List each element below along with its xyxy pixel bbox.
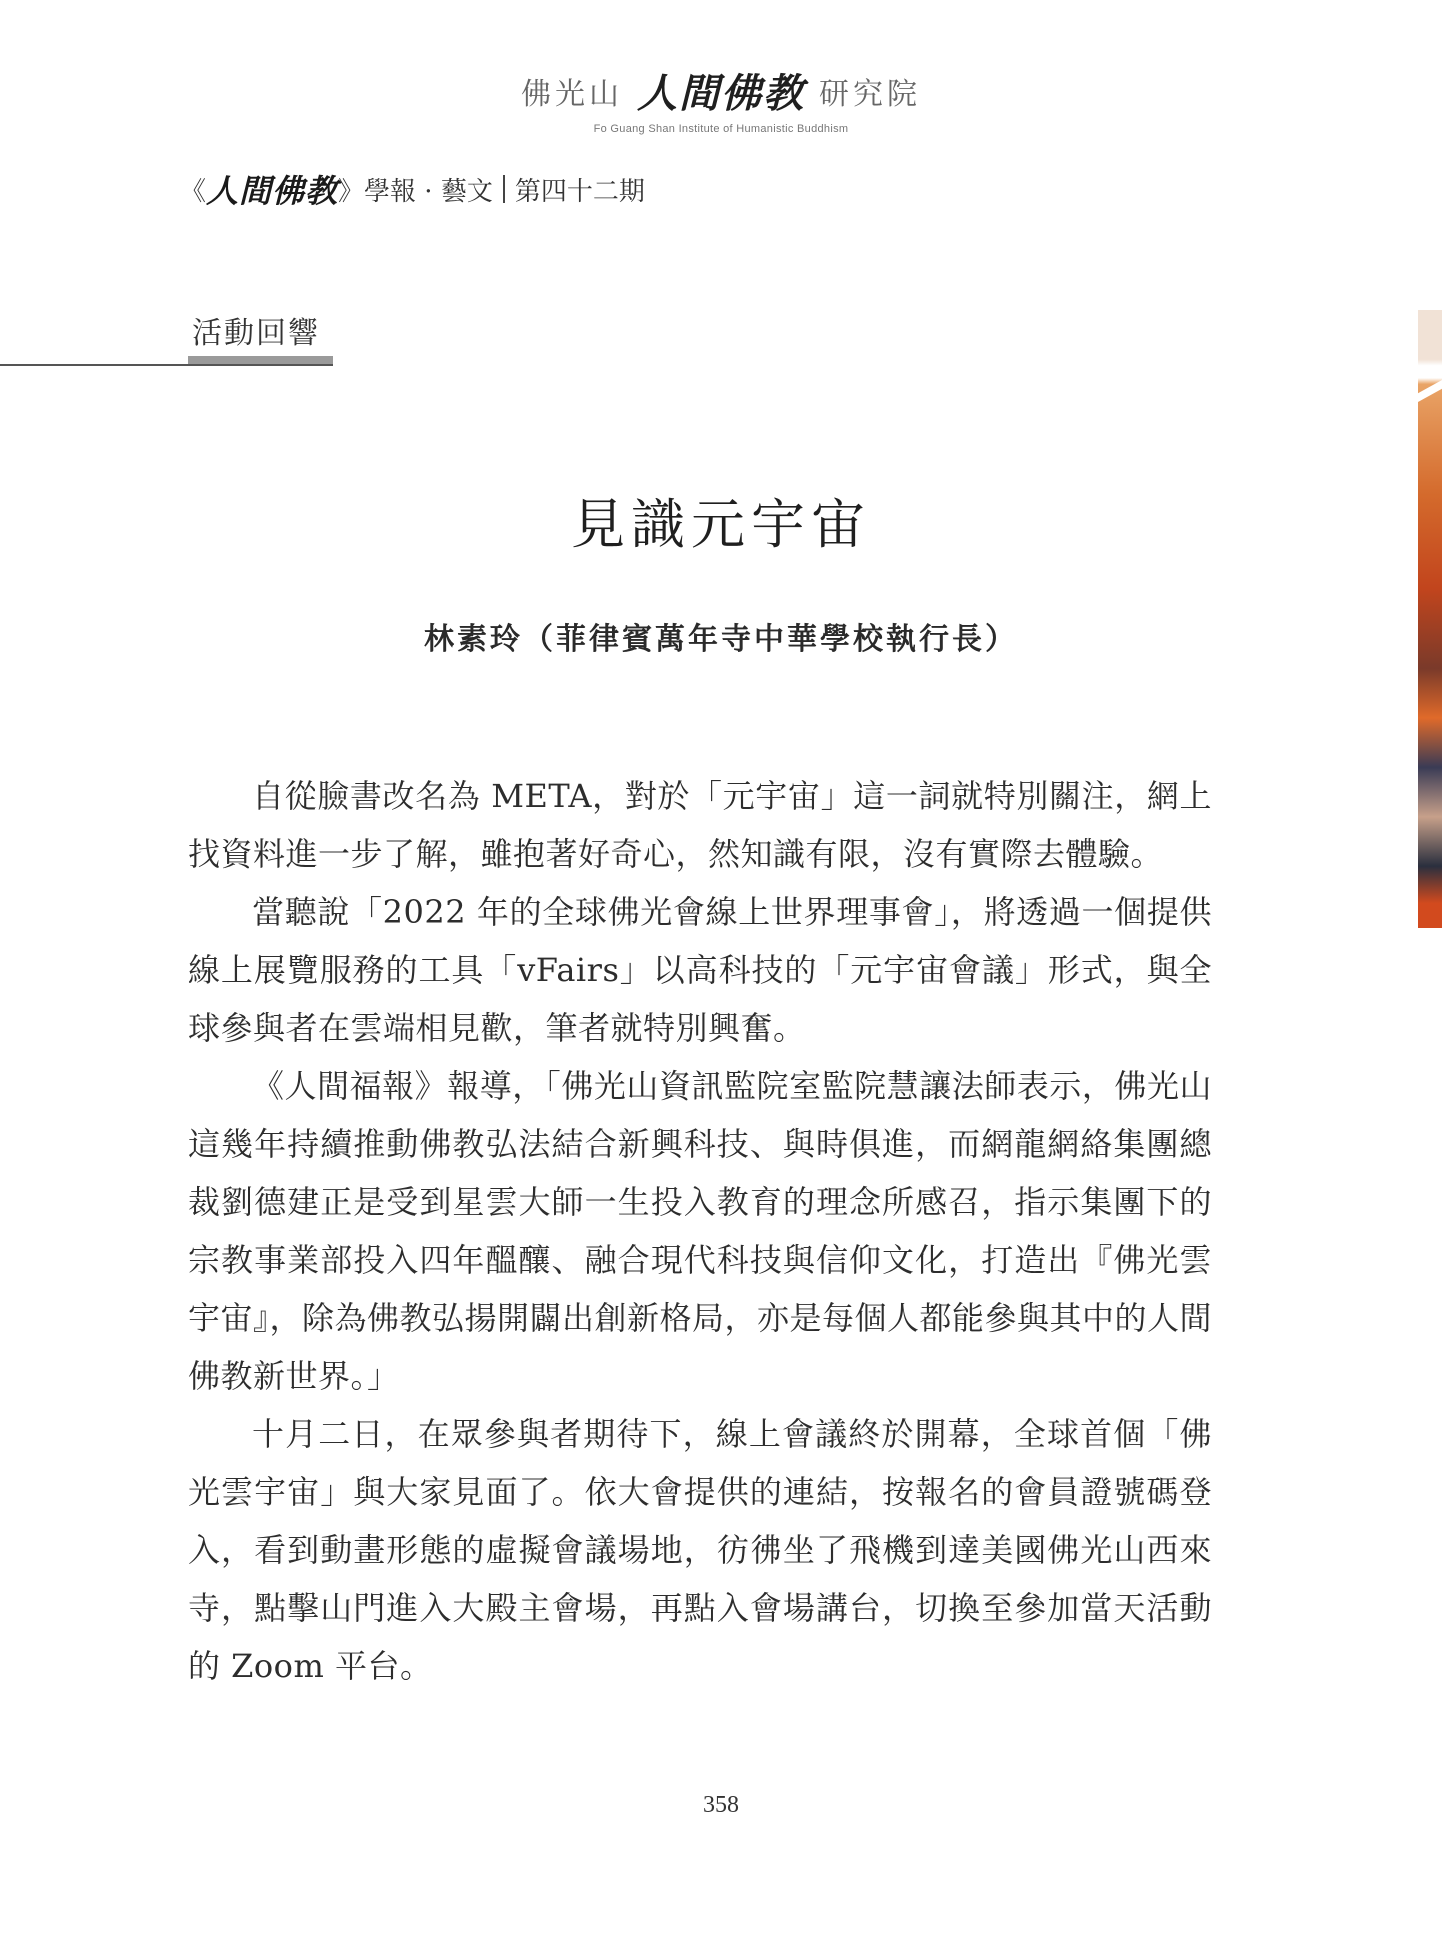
journal-subtitle: 學報 · 藝文	[364, 176, 493, 207]
journal-close-bracket: 》	[338, 176, 365, 207]
journal-header	[180, 166, 645, 212]
section-accent-bar	[188, 356, 333, 364]
page-number: 358	[703, 1792, 739, 1818]
article-title: 見識元宇宙	[571, 493, 871, 556]
paragraph: 十月二日，在眾參與者期待下，線上會議終於開幕，全球首個「佛光雲宇宙」與大家見面了。依大會提供的連結，按報名的會員證號碼登入，看到動畫形態的虛擬會議場地，彷彿坐了飛機到達美國佛光山西來寺，點擊山門進入大殿主會場，再點入會場講台，切換至參加當天活動的 Zoom 平台。	[188, 1415, 1212, 1685]
section-label: 活動回響	[192, 316, 320, 351]
journal-open-bracket: 《	[180, 176, 207, 207]
article-body	[188, 767, 1212, 1695]
edge-photo-strip	[1418, 310, 1442, 928]
institute-header	[0, 62, 1442, 135]
paragraph: 當聽說「2022 年的全球佛光會線上世界理事會」，將透過一個提供線上展覽服務的工具「vFairs」以高科技的「元宇宙會議」形式，與全球參與者在雲端相見歡，筆者就特別興奮。	[188, 893, 1212, 1047]
institute-name-right: 研究院	[819, 76, 921, 112]
paragraph: 《人間福報》報導，「佛光山資訊監院室監院慧讓法師表示，佛光山這幾年持續推動佛教弘法結合新興科技、與時俱進，而網龍網絡集團總裁劉德建正是受到星雲大師一生投入教育的理念所感召，指示集團下的宗教事業部投入四年醞釀、融合現代科技與信仰文化，打造出『佛光雲宇宙』，除為佛教弘揚開闢出創新格局，亦是每個人都能參與其中的人間佛教新世界。」	[188, 1067, 1213, 1395]
paragraph: 自從臉書改名為 META，對於「元宇宙」這一詞就特別關注，網上找資料進一步了解，雖抱著好奇心，然知識有限，沒有實際去體驗。	[188, 777, 1212, 873]
institute-brand-logo: 人間佛教	[637, 70, 805, 117]
journal-divider	[503, 175, 505, 203]
institute-name-left: 佛光山	[521, 76, 623, 112]
article-author: 林素玲（菲律賓萬年寺中華學校執行長）	[424, 622, 1018, 657]
institute-english-name: Fo Guang Shan Institute of Humanistic Buddhism	[593, 123, 849, 135]
section-rule	[0, 364, 333, 366]
journal-brand: 人間佛教	[206, 172, 339, 210]
institute-logo-line	[521, 62, 921, 119]
journal-issue: 第四十二期	[514, 176, 645, 207]
